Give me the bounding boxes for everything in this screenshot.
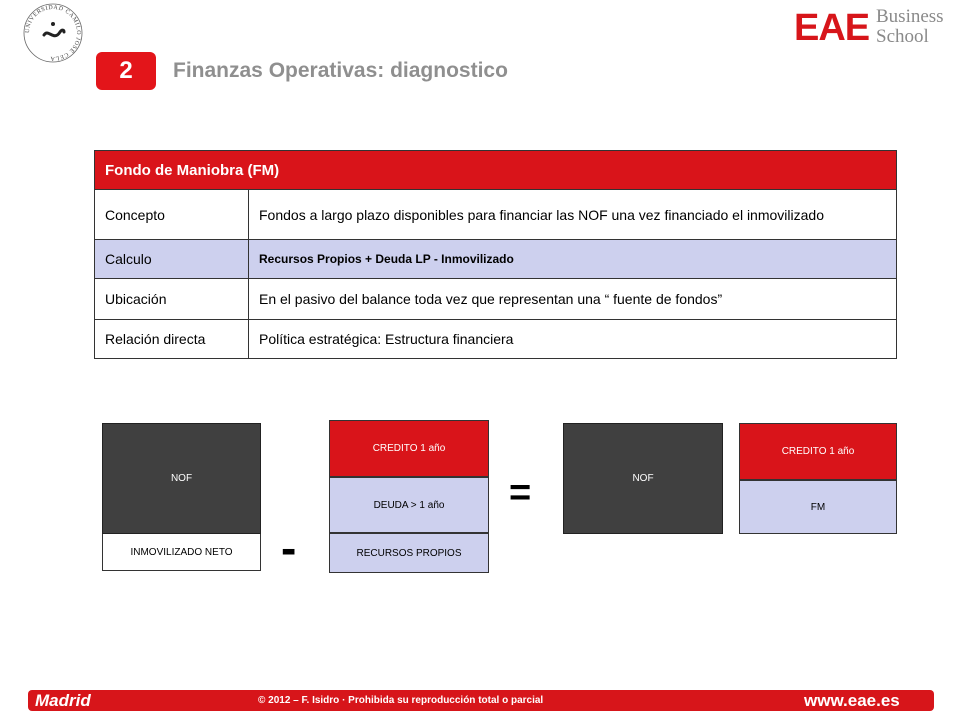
box-recursos-propios: RECURSOS PROPIOS: [329, 533, 489, 573]
university-seal-logo: [22, 2, 84, 64]
eae-business-school-logo: [794, 6, 944, 49]
table-row: [95, 190, 897, 240]
box-fm: FM: [739, 480, 897, 534]
box-credito-1-ano-right: CREDITO 1 año: [739, 423, 897, 480]
row-label-ubicacion: Ubicación: [95, 279, 249, 320]
section-number-badge: 2: [96, 52, 156, 90]
box-credito-1-ano: CREDITO 1 año: [329, 420, 489, 477]
minus-operator: -: [281, 522, 297, 574]
row-label-concepto: Concepto: [95, 190, 249, 240]
row-value-concepto: Fondos a largo plazo disponibles para financiar las NOF una vez financiado el inmovilizado: [249, 190, 897, 240]
footer-copyright: © 2012 – F. Isidro · Prohibida su reproducción total o parcial: [258, 695, 544, 706]
footer: [0, 688, 960, 720]
box-inmovilizado-neto: INMOVILIZADO NETO: [102, 534, 261, 571]
box-deuda-mas-1-ano: DEUDA > 1 año: [329, 477, 489, 533]
footer-url-link[interactable]: www.eae.es: [804, 691, 900, 710]
equals-operator: =: [509, 472, 532, 514]
fondo-maniobra-table: [94, 150, 897, 359]
table-header: Fondo de Maniobra (FM): [95, 151, 897, 190]
brand-business: Business: [876, 6, 944, 27]
table-row: [95, 240, 897, 279]
svg-text:UNIVERSIDAD CAMILO JOSÉ CELA: UNIVERSIDAD CAMILO JOSÉ CELA: [24, 4, 82, 62]
row-value-calculo: Recursos Propios + Deuda LP - Inmovilizado: [249, 240, 897, 279]
table-header-row: [95, 151, 897, 190]
box-nof-right: NOF: [563, 423, 723, 534]
brand-school: School: [876, 26, 929, 47]
box-nof-left: NOF: [102, 423, 261, 534]
table-row: [95, 320, 897, 359]
table-row: [95, 279, 897, 320]
slide-title: Finanzas Operativas: diagnostico: [173, 59, 508, 82]
brand-eae: EAE: [794, 7, 870, 49]
row-value-relacion: Política estratégica: Estructura financiera: [249, 320, 897, 359]
row-label-calculo: Calculo: [95, 240, 249, 279]
row-label-relacion: Relación directa: [95, 320, 249, 359]
footer-city: Madrid: [35, 691, 91, 710]
row-value-ubicacion: En el pasivo del balance toda vez que representan una “ fuente de fondos”: [249, 279, 897, 320]
